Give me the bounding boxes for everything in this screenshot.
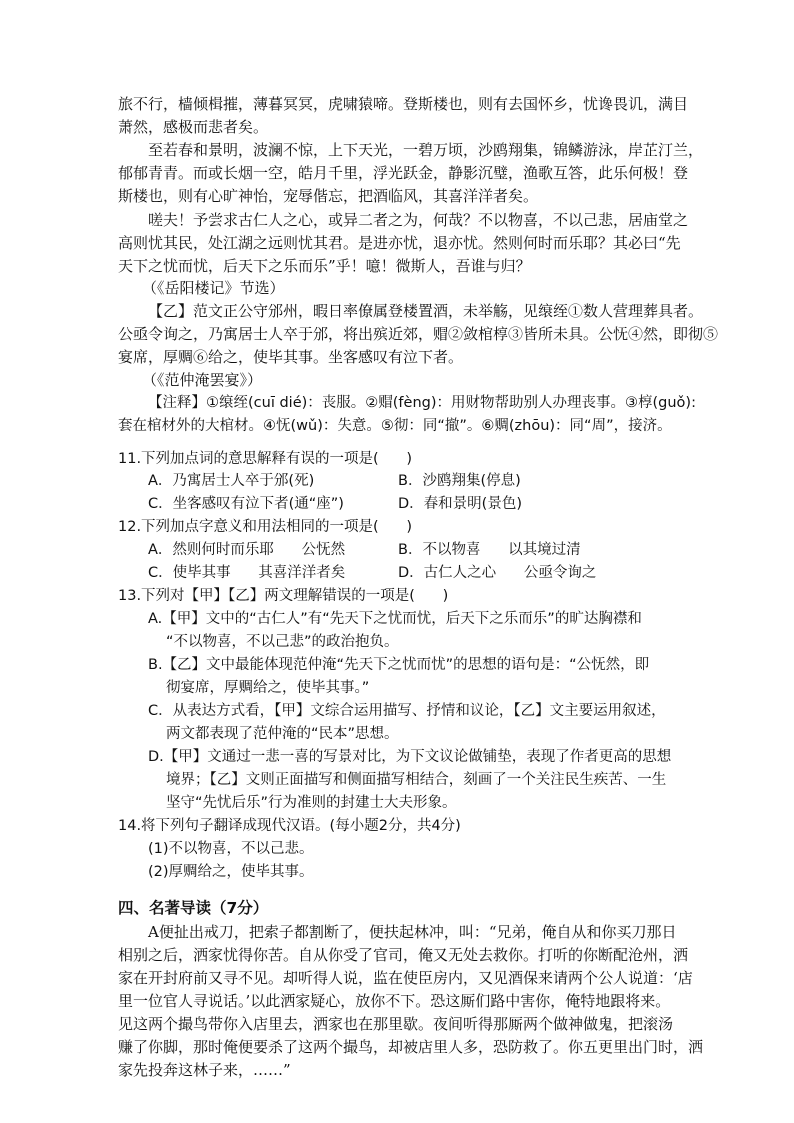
- passage-jia-line: 郁郁青青。而或长烟一空，皓月千里，浮光跃金，静影沉璧，渔歌互答，此乐何极！登: [118, 164, 689, 182]
- passage-yi-source: （《范仲淹罢宴》）: [142, 371, 263, 389]
- q12-option: A．然则何时而乐耶 公怃然: [148, 542, 346, 558]
- passage-jia-line: 高则忧其民，处江湖之远则忧其君。是进亦忧，退亦忧。然则何时而乐耶？其必曰“先: [118, 234, 681, 252]
- q13-option-d: D.【甲】文通过一悲一喜的写景对比，为下文议论做铺垫，表现了作者更高的思想: [148, 749, 672, 765]
- q13-option-d: 坚守“先忧后乐”行为准则的封建士大夫形象。: [166, 795, 457, 811]
- q14-item: (1)不以物喜，不以己悲。: [148, 841, 314, 857]
- q12-option: B．不以物喜 以其境过清: [398, 542, 581, 558]
- section4-line: 里一位官人寻说话。’以此洒家疑心，放你不下。恐这厮们路中害你，俺特地跟将来。: [118, 992, 671, 1010]
- q13-stem: 13.下列对【甲】【乙】两文理解错误的一项是( ): [118, 588, 449, 604]
- passage-jia-line: 萧然，感极而悲者矣。: [118, 118, 269, 136]
- section4-line: A便扯出戒刀，把索子都割断了，便扶起林冲，叫：“兄弟，俺自从和你买刀那日: [148, 923, 677, 941]
- q14-item: (2)厚赒给之，使毕其事。: [148, 864, 314, 880]
- q12-option: D．古仁人之心 公亟令询之: [398, 565, 597, 581]
- q13-option-d: 境界；【乙】文则正面描写和侧面描写相结合，刻画了一个关注民生疾苦、一生: [166, 772, 667, 788]
- passage-yi-line: 【乙】范文正公守邠州，暇日率僚属登楼置酒，未举觞，见缞绖①数人营理葬具者。: [148, 302, 704, 320]
- section4-line: 赚了你脚，那时俺便要杀了这两个撮鸟，却被店里人多，恐防救了。你五更里出门时，洒: [118, 1038, 704, 1056]
- notes-line: 【注释】①缞绖(cuī dié)：丧服。②赗(fèng)：用财物帮助别人办理丧事。③椁(guǒ):: [148, 395, 696, 411]
- section4-line: 家在开封府前又寻不见。却听得人说，监在使臣房内，又见酒保来请两个公人说道：‘店: [118, 969, 693, 987]
- notes-line: 套在棺材外的大棺材。④怃(wǔ)：失意。⑤彻：同“撤”。⑥赒(zhōu)：同“周”，接济。: [118, 418, 672, 434]
- section4-line: 家先投奔这林子来，……”: [118, 1061, 291, 1079]
- q11-option: D．春和景明(景色): [398, 496, 522, 512]
- section4-line: 相别之后，洒家忧得你苦。自从你受了官司，俺又无处去救你。打听的你断配沧州，洒: [118, 946, 689, 964]
- q13-option-a: A.【甲】文中的“古仁人”有“先天下之忧而忧，后天下之乐而乐”的旷达胸襟和: [148, 611, 642, 627]
- q11-stem: 11.下列加点词的意思解释有误的一项是( ): [118, 451, 413, 467]
- q14-stem: 14.将下列句子翻译成现代汉语。(每小题2分，共4分): [118, 818, 461, 834]
- passage-jia-source: （《岳阳楼记》节选）: [142, 279, 285, 297]
- q13-option-c: 两文都表现了范仲淹的“民本”思想。: [166, 726, 399, 742]
- q13-option-b: 彻宴席，厚赒给之，使毕其事。”: [166, 680, 370, 696]
- section4-line: 见这两个撮鸟带你入店里去，洒家也在那里歇。夜间听得那厮两个做神做鬼，把滚汤: [118, 1015, 674, 1033]
- passage-yi-line: 公亟令询之，乃寓居士人卒于邠，将出殡近郊，赗②敛棺椁③皆所未具。公怃④然，即彻⑤: [118, 325, 719, 343]
- passage-jia-line: 嗟夫！予尝求古仁人之心，或异二者之为，何哉？不以物喜，不以己悲，居庙堂之: [148, 211, 689, 229]
- section4-heading: 四、名著导读（7分）: [118, 899, 269, 917]
- passage-yi-line: 宴席，厚赒⑥给之，使毕其事。坐客感叹有泣下者。: [118, 348, 464, 366]
- passage-jia-line: 至若春和景明，波澜不惊，上下天光，一碧万顷，沙鸥翔集，锦鳞游泳，岸芷汀兰，: [148, 141, 704, 159]
- passage-jia-line: 斯楼也，则有心旷神怡，宠辱偕忘，把酒临风，其喜洋洋者矣。: [118, 187, 539, 205]
- q11-option: B．沙鸥翔集(停息): [398, 473, 521, 489]
- q12-stem: 12.下列加点字意义和用法相同的一项是( ): [118, 519, 413, 535]
- passage-jia-line: 旅不行，樯倾楫摧，薄暮冥冥，虎啸猿啼。登斯楼也，则有去国怀乡，忧谗畏讥，满目: [118, 95, 689, 113]
- passage-jia-line: 天下之忧而忧，后天下之乐而乐”乎！噫！微斯人，吾谁与归？: [118, 257, 531, 275]
- q11-option: C．坐客感叹有泣下者(通“座”): [148, 496, 344, 512]
- q13-option-a: “不以物喜，不以己悲”的政治抱负。: [166, 634, 399, 650]
- q13-option-c: C．从表达方式看，【甲】文综合运用描写、抒情和议论，【乙】文主要运用叙述，: [148, 703, 666, 719]
- q13-option-b: B.【乙】文中最能体现范仲淹“先天下之忧而忧”的思想的语句是：“公怃然，即: [148, 657, 650, 673]
- q11-option: A．乃寓居士人卒于邠(死): [148, 473, 315, 489]
- q12-option: C．使毕其事 其喜洋洋者矣: [148, 565, 346, 581]
